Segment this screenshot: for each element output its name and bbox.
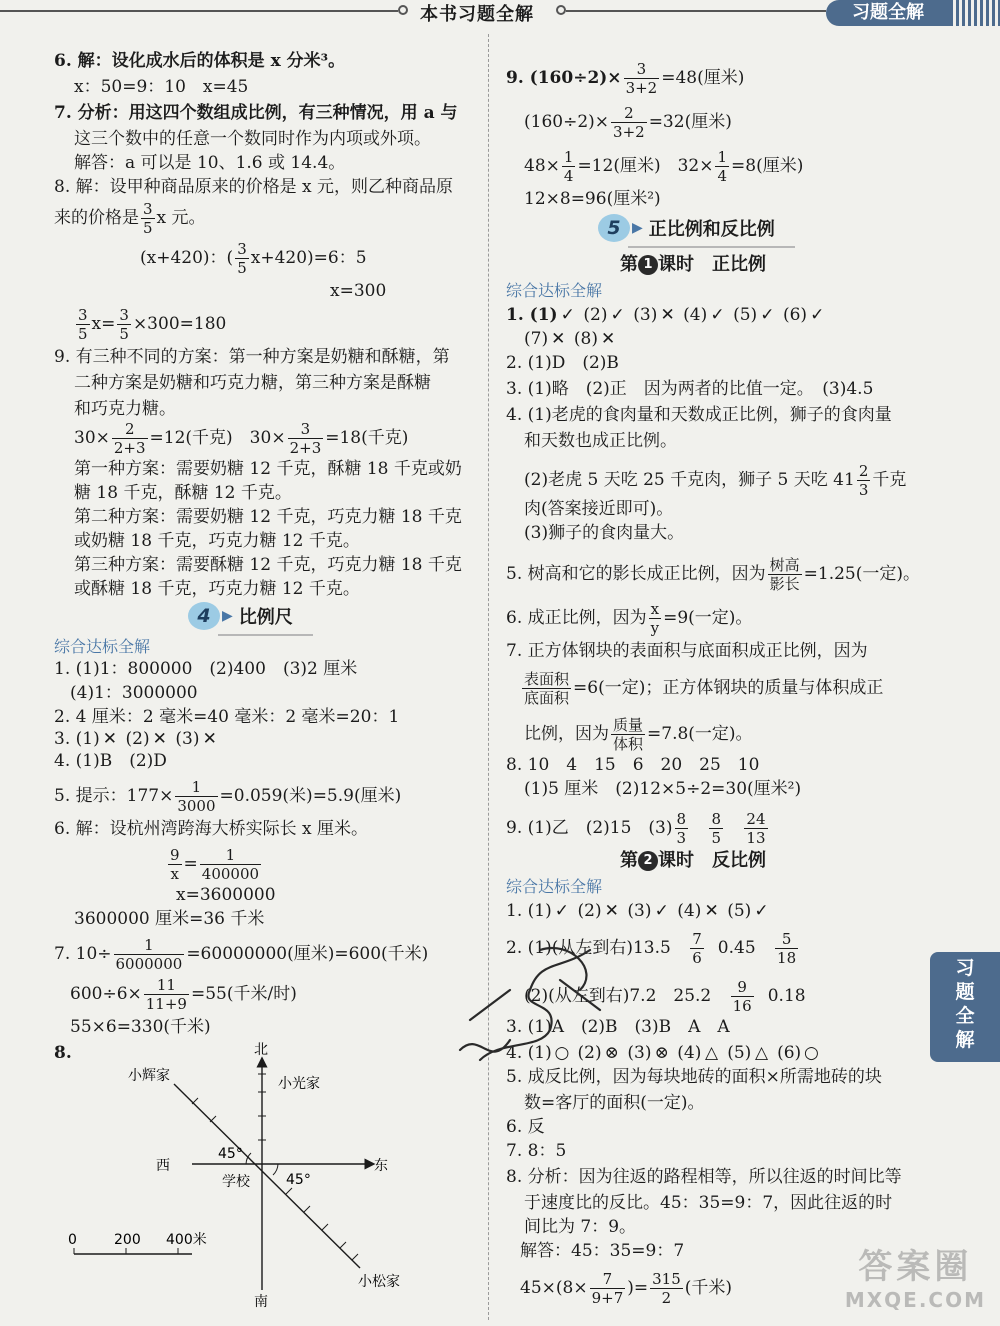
header-stripes bbox=[950, 0, 1000, 26]
header-badge: 习题全解 bbox=[826, 0, 950, 26]
section-subheading: 综合达标全解 bbox=[54, 637, 151, 656]
answer-line: 4. (1) ○ (2) ⊗ (3) ⊗ (4) △ (5) △ (6) ○ bbox=[506, 1040, 822, 1066]
answer-line: 来的价格是 $\frac{3}{5}$ x 元。 bbox=[54, 200, 206, 237]
answer-line: 3. (1) ✕ (2) ✕ (3) ✕ bbox=[54, 726, 220, 752]
fraction: $\frac{2}{2+3}$ bbox=[113, 420, 146, 457]
tick-mark bbox=[210, 1116, 216, 1122]
answer-line: 8. 解：设甲种商品原来的价格是 x 元，则乙种商品原 bbox=[54, 177, 454, 197]
triangle-mark: △ bbox=[754, 1043, 769, 1063]
side-tab: 习题全解 bbox=[930, 952, 1000, 1062]
answer-line: 6. 反 bbox=[506, 1117, 545, 1137]
circle-mark: ○ bbox=[554, 1043, 570, 1063]
section-banner: 5 ▶ 正比例和反比例 bbox=[598, 214, 775, 246]
answer-line: 7. 8：5 bbox=[506, 1141, 567, 1161]
angle-label: 45° bbox=[218, 1146, 243, 1162]
check-mark: ✓ bbox=[554, 901, 570, 921]
angle-arc bbox=[273, 1164, 278, 1175]
fraction: $\frac{2}{3}$ bbox=[858, 462, 869, 499]
tick-mark bbox=[352, 1254, 358, 1260]
equation-line: 30× $\frac{2}{2+3}$ =12(千克) 30× $\frac{3}{2+3}$ =18(千克) bbox=[74, 420, 409, 457]
fraction: $\frac{\text{表面积}}{\text{底面积}}$ bbox=[524, 670, 570, 707]
answer-line: 间比为 7：9。 bbox=[524, 1217, 637, 1237]
equation-line: x=300 bbox=[330, 281, 387, 301]
header-dot-right bbox=[556, 5, 566, 15]
direction-map bbox=[60, 1040, 420, 1310]
equation-line: 7. 10÷ $\frac{1}{6000000}$ =60000000(厘米)=600(千米) bbox=[54, 936, 429, 973]
tick-mark bbox=[304, 1206, 310, 1212]
answer-line: 二种方案是奶糖和巧克力糖，第三种方案是酥糖 bbox=[74, 373, 431, 393]
fraction: $\frac{1}{4}$ bbox=[563, 148, 574, 185]
equation-line: 45×(8× $\frac{7}{9+7}$ )= $\frac{315}{2}$ (千米) bbox=[520, 1270, 733, 1307]
answer-line: (3)狮子的食肉量大。 bbox=[524, 523, 685, 543]
answer-line: 9. 有三种不同的方案：第一种方案是奶糖和酥糖，第 bbox=[54, 347, 450, 367]
answer-line: 3. (1)A (2)B (3)B A A bbox=[506, 1017, 730, 1037]
angle-label: 45° bbox=[286, 1172, 311, 1188]
equation-line: 48× $\frac{1}{4}$ =12(厘米) 32× $\frac{1}{4}$ =8(厘米) bbox=[524, 148, 804, 185]
answer-line: 6. 解：设杭州湾跨海大桥实际长 x 厘米。 bbox=[54, 819, 369, 839]
answer-line: $\frac{\text{表面积}}{\text{底面积}}$ =6(一定)；正方体钢块的质量与体积成正 bbox=[524, 670, 884, 707]
answer-line: 或奶糖 18 千克，巧克力糖 12 千克。 bbox=[74, 531, 360, 551]
scale-label-200: 200 bbox=[114, 1232, 141, 1248]
answer-line: 或酥糖 18 千克，巧克力糖 12 千克。 bbox=[74, 579, 360, 599]
answer-line: 4. (1)老虎的食肉量和天数成正比例，狮子的食肉量 bbox=[506, 405, 892, 425]
fraction: $\frac{5}{18}$ bbox=[777, 930, 797, 967]
crossed-circle-mark: ⊗ bbox=[604, 1043, 619, 1063]
answer-line: 8. 分析：因为往返的路程相等，所以往返的时间比等 bbox=[506, 1167, 902, 1187]
section-subheading: 综合达标全解 bbox=[506, 281, 603, 300]
fraction: $\frac{9}{16}$ bbox=[732, 978, 752, 1015]
tick-mark bbox=[340, 1242, 346, 1248]
answer-line: 1. (1)1：800000 (2)400 (3)2 厘米 bbox=[54, 659, 358, 679]
circle-mark: ○ bbox=[803, 1043, 819, 1063]
fraction: $\frac{2}{3+2}$ bbox=[613, 104, 645, 141]
check-mark: ✓ bbox=[560, 305, 575, 325]
answer-line: 6. 解：设化成水后的体积是 x 分米³。 bbox=[54, 51, 346, 71]
fraction: $\frac{315}{2}$ bbox=[652, 1270, 681, 1307]
scale-label-0: 0 bbox=[68, 1232, 77, 1248]
watermark: 答案圈 MXQE.COM bbox=[844, 1247, 986, 1312]
cross-mark: ✕ bbox=[551, 329, 566, 349]
fraction: $\frac{1}{6000000}$ bbox=[115, 936, 183, 973]
check-mark: ✓ bbox=[760, 305, 775, 325]
answer-line: 肉(答案接近即可)。 bbox=[524, 499, 674, 519]
fraction: $\frac{7}{6}$ bbox=[692, 930, 702, 967]
check-mark: ✓ bbox=[710, 305, 725, 325]
fraction: $\frac{\text{树高}}{\text{影长}}$ bbox=[769, 556, 800, 593]
lesson-title: 第 1 课时 正比例 bbox=[620, 254, 766, 275]
equation-line: x=3600000 bbox=[176, 885, 276, 905]
answer-line: 7. 分析：用这四个数组成比例，有三种情况，用 a 与 bbox=[54, 103, 458, 123]
equation-line: (160÷2)× $\frac{2}{3+2}$ =32(厘米) bbox=[524, 104, 732, 141]
answer-line: (2)(从左到右)7.2 25.2 $\frac{9}{16}$ 0.18 bbox=[524, 978, 806, 1015]
cross-mark: ✕ bbox=[601, 329, 616, 349]
north-label: 北 bbox=[254, 1042, 268, 1058]
answer-line: (2)老虎 5 天吃 25 千克肉，狮子 5 天吃 41 $\frac{2}{3}$ 千克 bbox=[524, 462, 907, 499]
handwriting-scribble bbox=[440, 930, 640, 1080]
section-banner: 4 ▶ 比例尺 bbox=[188, 602, 293, 634]
xiaosong-home-label: 小松家 bbox=[358, 1274, 400, 1290]
answer-line: 解答：45：35=9：7 bbox=[520, 1241, 685, 1261]
answer-line: 4. (1)B (2)D bbox=[54, 751, 167, 771]
answer-line: 2. (1)D (2)B bbox=[506, 353, 619, 373]
equation-line: 55×6=330(千米) bbox=[70, 1017, 211, 1037]
answer-line: 和天数也成正比例。 bbox=[524, 431, 677, 451]
fraction: $\frac{8}{5}$ bbox=[711, 810, 721, 847]
east-label: 东 bbox=[374, 1158, 388, 1174]
answer-line: x：50=9：10 x=45 bbox=[74, 77, 249, 97]
fraction: $\frac{x}{y}$ bbox=[650, 600, 660, 637]
cross-mark: ✕ bbox=[202, 729, 217, 749]
xiaoguang-home-label: 小光家 bbox=[278, 1076, 320, 1092]
south-label: 南 bbox=[254, 1294, 268, 1310]
tick-mark bbox=[192, 1098, 198, 1104]
scale-label-400: 400米 bbox=[166, 1232, 207, 1248]
equation-line: 12×8=96(厘米²) bbox=[524, 189, 661, 209]
column-divider bbox=[488, 34, 489, 1320]
answer-line: 9. (1)乙 (2)15 (3) $\frac{8}{3}$ $\frac{8}{5}$ $\frac{24}{13}$ bbox=[506, 810, 766, 847]
answer-line: 8. 10 4 15 6 20 25 10 bbox=[506, 755, 760, 775]
answer-line: 1. (1) ✓ (2) ✕ (3) ✓ (4) ✕ (5) ✓ bbox=[506, 898, 772, 924]
answer-line: 1. (1) ✓ (2) ✓ (3) ✕ (4) ✓ (5) ✓ (6) ✓ bbox=[506, 302, 827, 328]
cross-mark: ✕ bbox=[102, 729, 118, 749]
header-dot-left bbox=[398, 5, 408, 15]
lesson-title: 第 2 课时 反比例 bbox=[620, 850, 766, 871]
fraction: $\frac{\text{质量}}{\text{体积}}$ bbox=[613, 716, 644, 753]
cross-mark: ✕ bbox=[660, 305, 675, 325]
fraction: $\frac{3}{2+3}$ bbox=[289, 420, 322, 457]
fraction: $\frac{7}{9+7}$ bbox=[591, 1270, 624, 1307]
answer-line: 解答：a 可以是 10、1.6 或 14.4。 bbox=[74, 153, 346, 173]
crossed-circle-mark: ⊗ bbox=[654, 1043, 669, 1063]
equation-line: 9. (160÷2)× $\frac{3}{3+2}$ =48(厘米) bbox=[506, 60, 745, 97]
check-mark: ✓ bbox=[754, 901, 769, 921]
fraction: $\frac{8}{3}$ bbox=[676, 810, 687, 847]
answer-line: 糖 18 千克，酥糖 12 千克。 bbox=[74, 483, 292, 503]
equation-line: 5. 提示：177× $\frac{1}{3000}$ =0.059(米)=5.9(厘米) bbox=[54, 778, 402, 815]
answer-line: 第三种方案：需要酥糖 12 千克，巧克力糖 18 千克 bbox=[74, 555, 462, 575]
equation-line: (x+420)：( $\frac{3}{5}$ x+420)=6：5 bbox=[140, 240, 367, 277]
answer-line: 7. 正方体钢块的表面积与底面积成正比例，因为 bbox=[506, 641, 868, 661]
answer-line: 这三个数中的任意一个数同时作为内项或外项。 bbox=[74, 129, 431, 149]
cross-mark: ✕ bbox=[604, 901, 619, 921]
fraction: $\frac{1}{400000}$ bbox=[201, 846, 260, 883]
answer-line: 6. 成正比例，因为 $\frac{x}{y}$ =9(一定)。 bbox=[506, 600, 753, 637]
answer-line: 8. bbox=[54, 1043, 72, 1063]
fraction: $\frac{3}{5}$ bbox=[237, 240, 247, 277]
answer-line: 第二种方案：需要奶糖 12 千克，巧克力糖 18 千克 bbox=[74, 507, 462, 527]
xiaohui-home-label: 小辉家 bbox=[128, 1068, 170, 1084]
fraction: $\frac{11}{11+9}$ bbox=[145, 976, 187, 1013]
check-mark: ✓ bbox=[654, 901, 669, 921]
section-subheading: 综合达标全解 bbox=[506, 877, 603, 896]
answer-line: 5. 成反比例，因为每块地砖的面积×所需地砖的块 bbox=[506, 1067, 882, 1087]
answer-line: 5. 树高和它的影长成正比例，因为 $\frac{\text{树高}}{\text{影长}}$ =1.25(一定)。 bbox=[506, 556, 921, 593]
check-mark: ✓ bbox=[810, 305, 825, 325]
fraction: $\frac{3}{5}$ bbox=[143, 200, 153, 237]
west-label: 西 bbox=[156, 1158, 170, 1174]
header-rule-left bbox=[0, 10, 398, 12]
answer-line: 比例，因为 $\frac{\text{质量}}{\text{体积}}$ =7.8(一定)。 bbox=[524, 716, 753, 753]
fraction: $\frac{24}{13}$ bbox=[746, 810, 766, 847]
check-mark: ✓ bbox=[610, 305, 625, 325]
cross-mark: ✕ bbox=[152, 729, 167, 749]
header-title: 本书习题全解 bbox=[420, 4, 534, 25]
equation-line: 3600000 厘米=36 千米 bbox=[74, 909, 265, 929]
answer-line: 2. (1)(从左到右)13.5 $\frac{7}{6}$ 0.45 $\frac{5}{18}$ bbox=[506, 930, 797, 967]
school-label: 学校 bbox=[222, 1174, 250, 1190]
fraction: $\frac{3}{3+2}$ bbox=[625, 60, 658, 97]
fraction: $\frac{9}{x}$ bbox=[170, 846, 180, 883]
answer-line: 第一种方案：需要奶糖 12 千克，酥糖 18 千克或奶 bbox=[74, 459, 462, 479]
tick-mark bbox=[322, 1224, 328, 1230]
answer-line: (7) ✕ (8) ✕ bbox=[524, 326, 618, 352]
triangle-mark: △ bbox=[705, 1043, 719, 1063]
answer-line: (4)1：3000000 bbox=[70, 683, 198, 703]
fraction: $\frac{1}{3000}$ bbox=[177, 778, 216, 815]
answer-line: 数=客厅的面积(一定)。 bbox=[524, 1093, 705, 1113]
fraction: $\frac{3}{5}$ bbox=[119, 306, 129, 343]
equation-line: $\frac{3}{5}$ x= $\frac{3}{5}$ ×300=180 bbox=[78, 306, 227, 343]
fraction: $\frac{3}{5}$ bbox=[78, 306, 88, 343]
answer-line: 于速度比的反比。45：35=9：7，因此往返的时 bbox=[524, 1193, 893, 1213]
answer-line: 3. (1)略 (2)正 因为两者的比值一定。 (3)4.5 bbox=[506, 379, 874, 399]
tick-mark bbox=[286, 1188, 292, 1194]
cross-mark: ✕ bbox=[704, 901, 719, 921]
answer-line: 和巧克力糖。 bbox=[74, 399, 176, 419]
answer-line: 2. 4 厘米：2 毫米=40 毫米：2 毫米=20：1 bbox=[54, 707, 400, 727]
fraction: $\frac{1}{4}$ bbox=[717, 148, 728, 185]
equation-line: 600÷6× $\frac{11}{11+9}$ =55(千米/时) bbox=[70, 976, 297, 1013]
header-rule-right bbox=[566, 10, 826, 12]
equation-line: $\frac{9}{x}$ = $\frac{1}{400000}$ bbox=[170, 846, 260, 883]
answer-line: (1)5 厘米 (2)12×5÷2=30(厘米²) bbox=[524, 779, 802, 799]
